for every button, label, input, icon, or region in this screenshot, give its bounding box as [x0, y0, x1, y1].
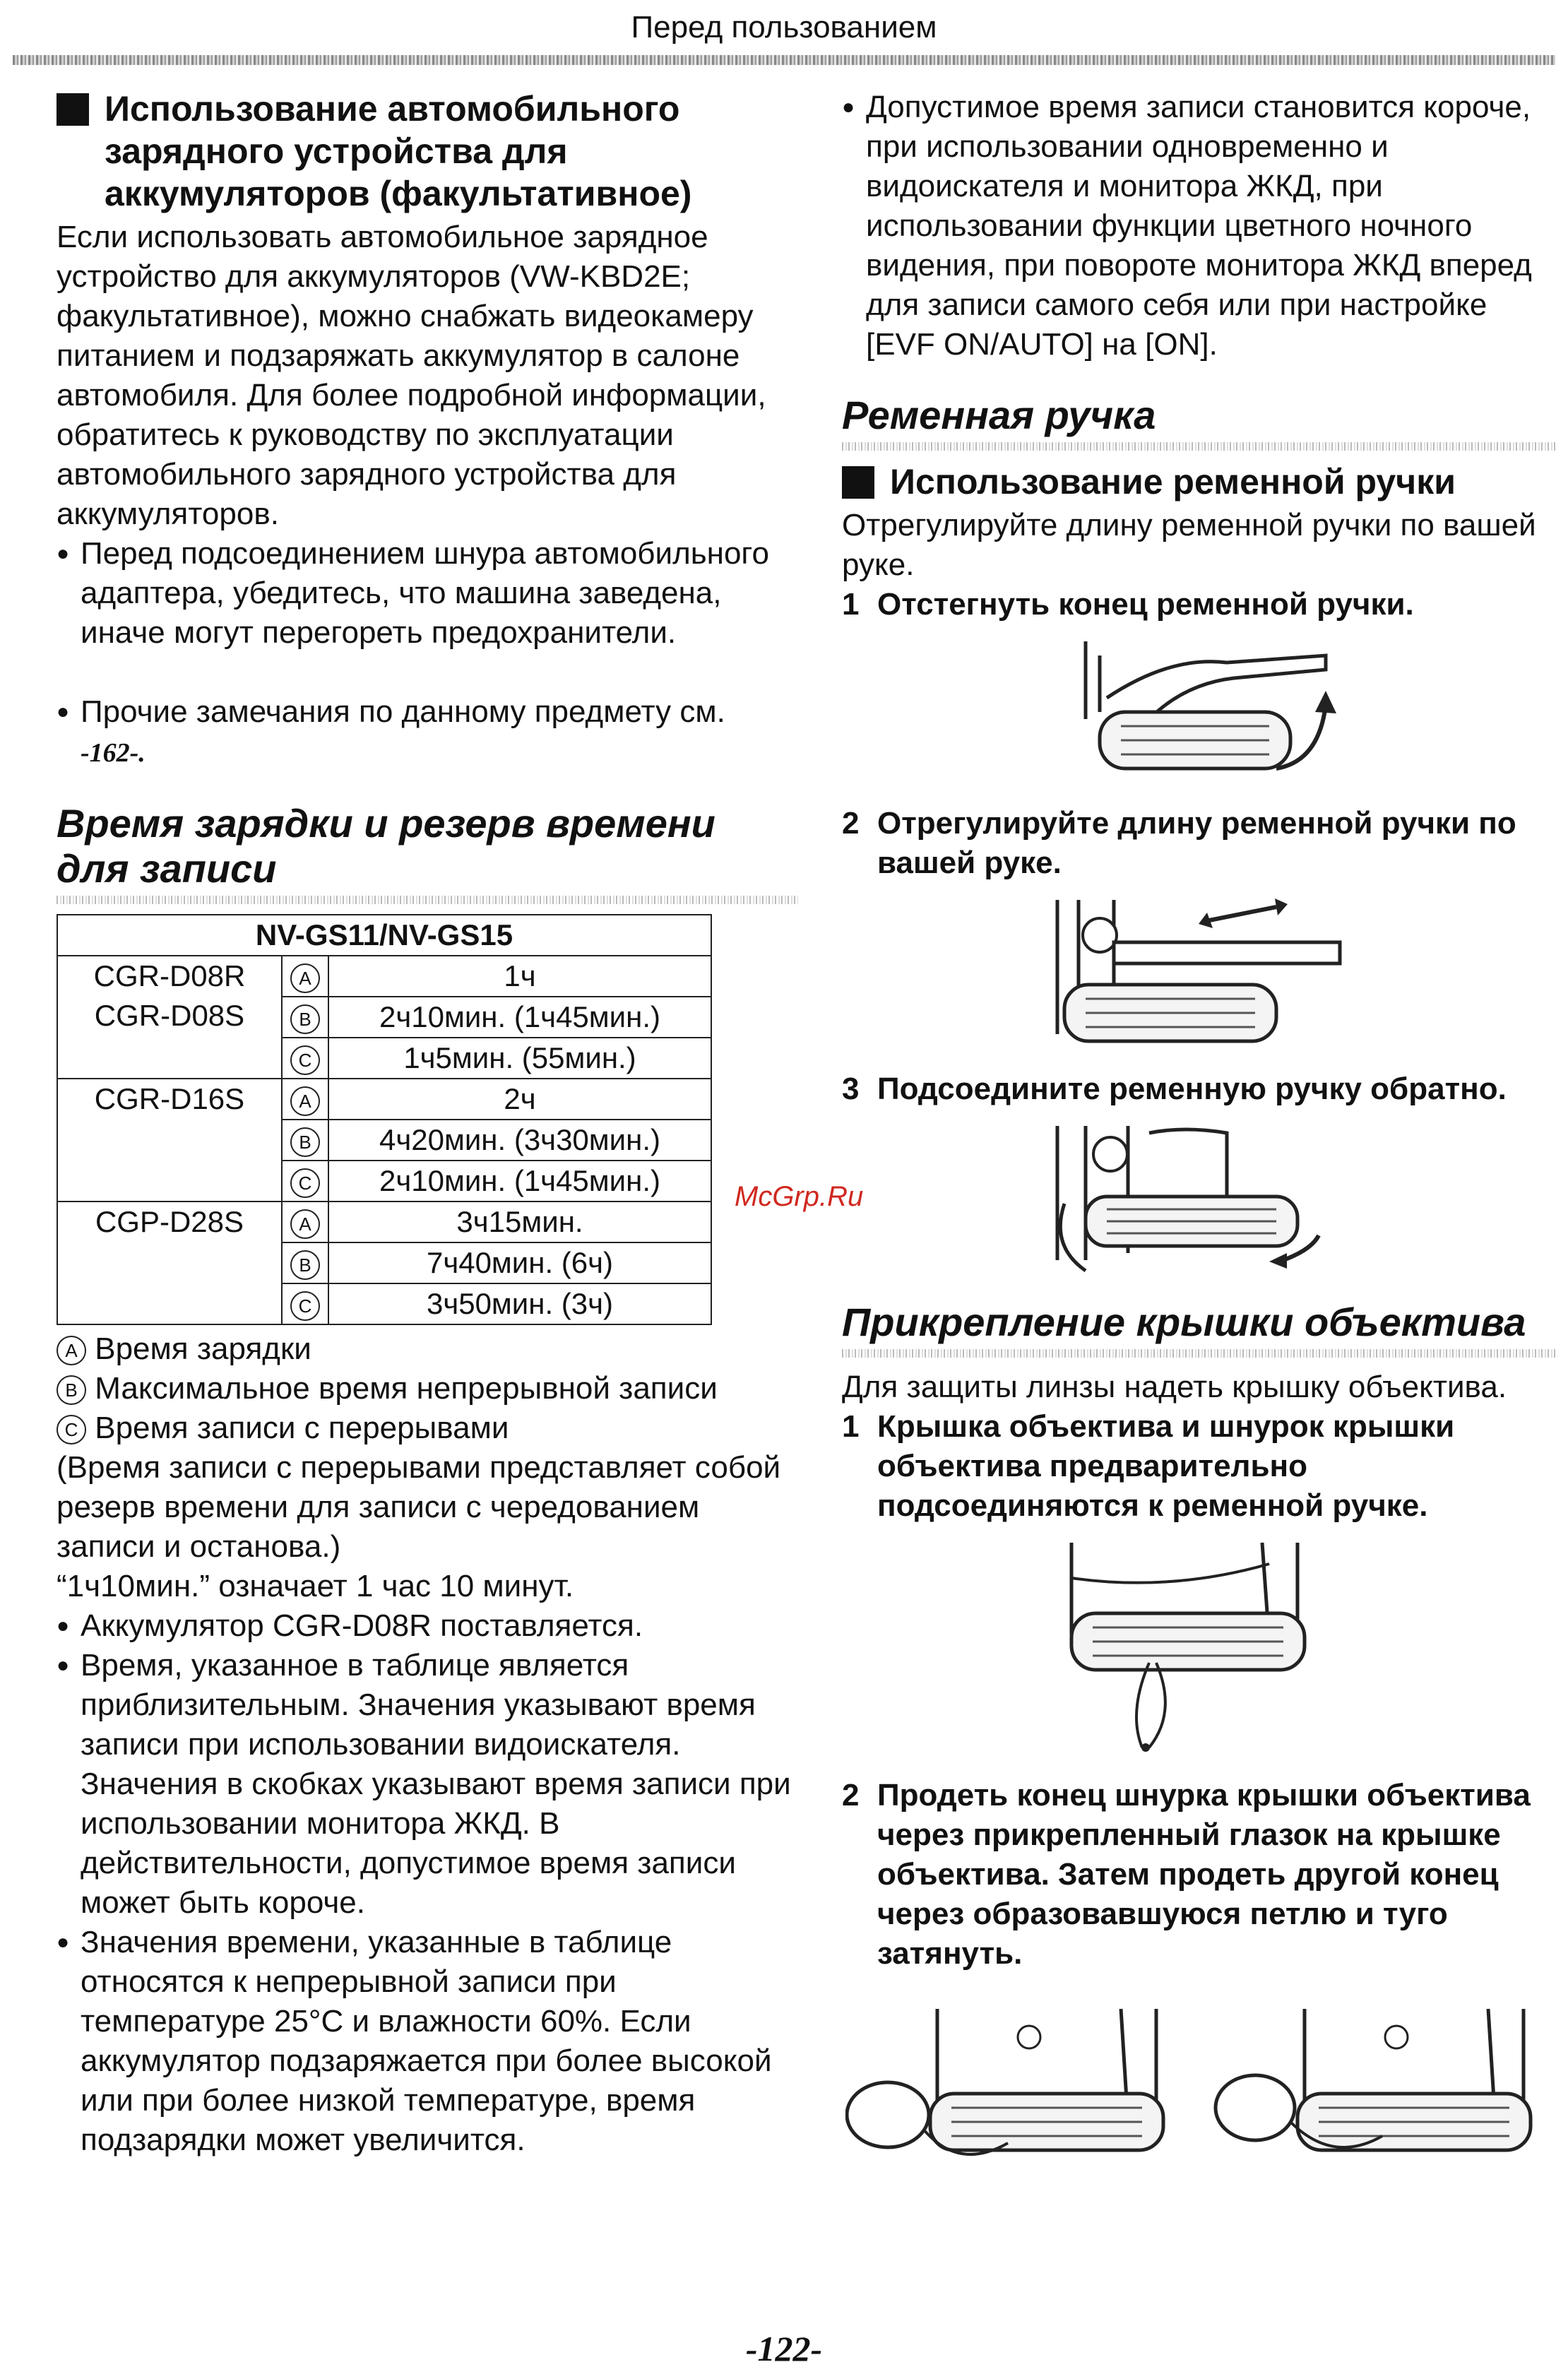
strap-intro: Отрегулируйте длину ременной ручки по вашей руке. [842, 508, 1536, 582]
table-value: 3ч50мин. (3ч) [328, 1283, 711, 1324]
legend-item: C Время записи с перерывами [57, 1408, 798, 1448]
lens-cap-title: Прикрепление крышки объектива [842, 1300, 1526, 1344]
circled-letter: A [290, 1086, 320, 1116]
table-value: 1ч [328, 956, 711, 997]
table-value: 1ч5мин. (55мин.) [328, 1038, 711, 1079]
strap-subtitle: Использование ременной ручки [842, 461, 1555, 503]
section-dots [842, 442, 1555, 451]
car-charger-title: Использование автомобильного зарядного устройства для аккумуляторов (факультативное) [57, 88, 798, 215]
lens-cap-threading-illustration [845, 2002, 1552, 2200]
table-header: NV-GS11/NV-GS15 [57, 915, 711, 956]
charging-table [57, 914, 712, 1325]
car-charger-body: Если использовать автомобильное зарядное устройство для аккумуляторов (VW-KBD2E; факультативное), можно снабжать видеокамеру питанием и подзаряжать аккумулятор в салоне автомобиля. Для более подробной информации, обратитесь к руководству по эксплуатации автомобильного зарядного устройства для аккумуляторов. [57, 220, 766, 531]
charging-bullet: ● Время, указанное в таблице является приблизительным. Значения указывают время записи при использовании видоискателя. Значения в скобках указывают время записи при использовании монитора ЖКД. В действительности, допустимое время записи может быть короче. [57, 1646, 798, 1923]
charging-note: (Время записи с перерывами представляет собой резерв времени для записи с чередованием записи и останова.) [57, 1450, 781, 1564]
table-value: 4ч20мин. (3ч30мин.) [328, 1120, 711, 1161]
circled-letter: B [290, 1250, 320, 1280]
lens-cap-step: 1 Крышка объектива и шнурок крышки объектива предварительно подсоединяются к ременной ручке. [842, 1409, 1455, 1523]
section-square-icon [842, 466, 874, 499]
charging-example: “1ч10мин.” означает 1 час 10 минут. [57, 1569, 574, 1603]
section-square-icon [57, 93, 89, 126]
page-header: Перед пользованием [631, 10, 937, 45]
legend-item: B Максимальное время непрерывной записи [57, 1369, 798, 1408]
table-value: 3ч15мин. [328, 1202, 711, 1242]
circled-letter: B [290, 1004, 320, 1034]
header-rule [13, 55, 1555, 65]
strap-adjust-illustration [1043, 893, 1354, 1048]
section-dots [842, 1349, 1555, 1358]
table-model: CGR-D08R CGR-D08S [57, 956, 282, 1079]
strap-step: 1 Отстегнуть конец ременной ручки. [842, 587, 1414, 622]
strap-step: 2 Отрегулируйте длину ременной ручки по вашей руке. [842, 806, 1516, 880]
table-value: 2ч10мин. (1ч45мин.) [328, 1161, 711, 1202]
page-number: -122- [745, 2329, 823, 2368]
car-charger-bullet-2: ● Прочие замечания по данному предмету см. -162-. [57, 692, 798, 773]
lens-cap-step: 2 Продеть конец шнурка крышки объектива через прикрепленный глазок на крышке объектива. Затем продеть другой конец через образовавшуюся петлю и туго затянуть. [842, 1778, 1531, 1971]
recording-time-bullet: ● Допустимое время записи становится короче, при использовании одновременно и видоискателя и монитора ЖКД, при использовании функции цветного ночного видения, при повороте монитора ЖКД вперед для записи самого себя или при настройке [EVF ON/AUTO] на [ON]. [842, 88, 1555, 364]
strap-step: 3 Подсоедините ременную ручку обратно. [842, 1072, 1507, 1106]
lens-cap-intro: Для защиты линзы надеть крышку объектива. [842, 1370, 1507, 1404]
section-dots [57, 896, 798, 904]
table-model: CGP-D28S [57, 1202, 282, 1324]
strap-title: Ременная ручка [842, 393, 1156, 437]
table-value: 7ч40мин. (6ч) [328, 1242, 711, 1283]
left-column [57, 88, 798, 2160]
table-model: CGR-D16S [57, 1079, 282, 1202]
circled-letter: A [290, 1209, 320, 1239]
legend-item: A Время зарядки [57, 1329, 798, 1369]
lens-cap-attached-illustration [1043, 1536, 1354, 1755]
strap-unfasten-illustration [1043, 634, 1354, 783]
charging-bullet: ● Аккумулятор CGR-D08R поставляется. [57, 1606, 798, 1646]
table-value: 2ч10мин. (1ч45мин.) [328, 997, 711, 1038]
charging-title: Время зарядки и резерв времени для записи [57, 801, 715, 891]
table-value: 2ч [328, 1079, 711, 1120]
strap-reattach-illustration [1043, 1119, 1354, 1274]
circled-letter: C [290, 1168, 320, 1198]
right-column [842, 88, 1555, 2221]
circled-letter: A [290, 963, 320, 993]
circled-letter: C [290, 1045, 320, 1075]
page-reference: -162-. [81, 738, 145, 768]
watermark: McGrp.Ru [735, 1181, 864, 1212]
car-charger-bullet-1: ● Перед подсоединением шнура автомобильного адаптера, убедитесь, что машина заведена, иначе могут перегореть предохранители. [57, 534, 798, 653]
charging-bullet: ● Значения времени, указанные в таблице относятся к непрерывной записи при температуре 25°C и влажности 60%. Если аккумулятор подзаряжается при более высокой или при более низкой температуре, время подзарядки может увеличится. [57, 1923, 798, 2160]
circled-letter: C [290, 1291, 320, 1321]
circled-letter: B [290, 1127, 320, 1157]
